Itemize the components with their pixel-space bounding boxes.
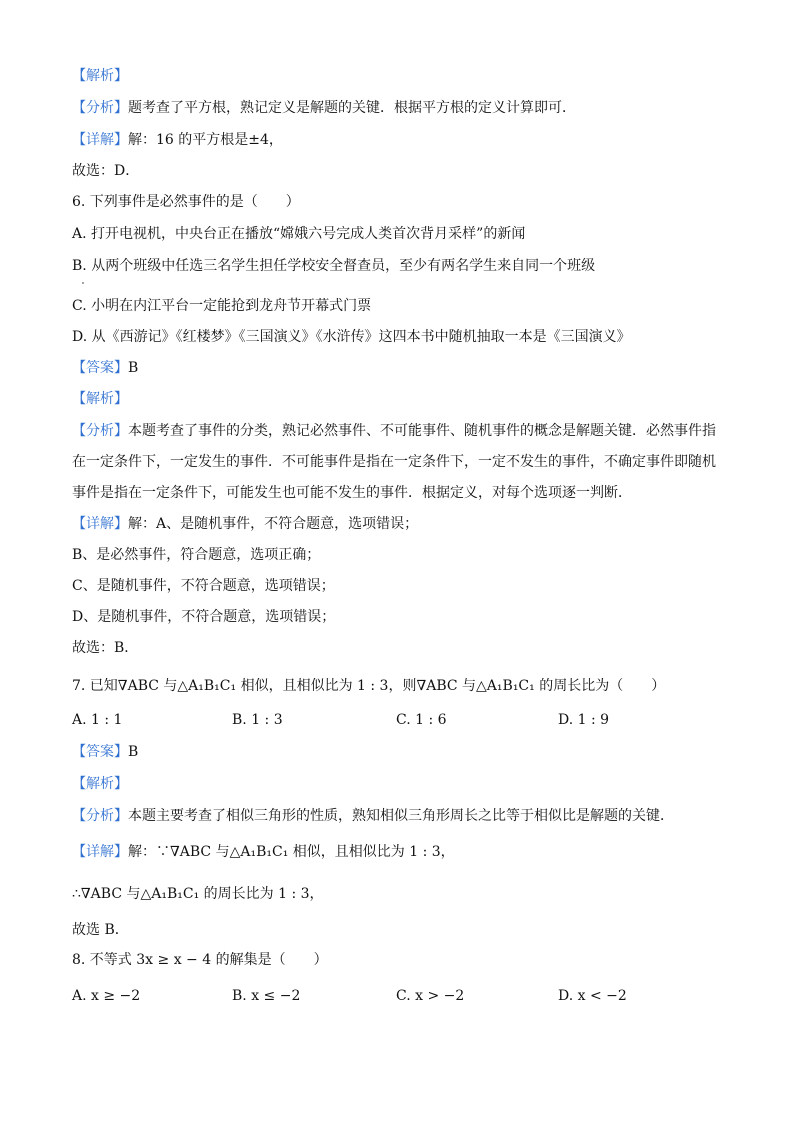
question-8-stem: 8. 不等式 3x ≥ x − 4 的解集是（ ）	[72, 952, 328, 968]
question-8-option-a: A. x ≥ −2	[72, 988, 141, 1004]
detail-line-b: B、是必然事件，符合题意，选项正确；	[72, 547, 321, 563]
answer-line: 【答案】B	[72, 360, 139, 376]
question-6-stem: 6. 下列事件是必然事件的是（ ）	[72, 194, 300, 210]
section-analysis-label: 【解析】	[72, 776, 128, 792]
question-7-option-d: D. 1 : 9	[558, 712, 610, 728]
stray-dot	[82, 282, 84, 284]
detail-line-c: C、是随机事件，不符合题意，选项错误；	[72, 578, 335, 594]
answer-line: 【答案】B	[72, 744, 139, 760]
question-6-option-d: D. 从《西游记》《红楼梦》《三国演义》《水浒传》这四本书中随机抽取一本是《三国演义》	[72, 329, 631, 345]
question-7-option-c: C. 1 : 6	[396, 712, 447, 728]
conclusion-line: ∴∇ABC 与△A₁B₁C₁ 的周长比为 1 : 3，	[72, 886, 324, 902]
detail-line-d: D、是随机事件，不符合题意，选项错误；	[72, 609, 336, 625]
detail-line: 【详解】解：A、是随机事件，不符合题意，选项错误；	[72, 516, 419, 532]
analysis-line-cont: 在一定条件下，一定发生的事件．不可能事件是指在一定条件下，一定不发生的事件，不确定事件即随机	[72, 454, 716, 470]
analysis-line: 【分析】本题主要考查了相似三角形的性质，熟知相似三角形周长之比等于相似比是解题的关键．	[72, 808, 674, 824]
section-analysis-label: 【解析】	[72, 68, 128, 84]
analysis-line-cont: 事件是指在一定条件下，可能发生也可能不发生的事件．根据定义，对每个选项逐一判断．	[72, 485, 632, 501]
question-6-option-a: A. 打开电视机，中央台正在播放“嫦娥六号完成人类首次背月采样”的新闻	[72, 226, 526, 242]
analysis-line: 【分析】题考查了平方根，熟记定义是解题的关键．根据平方根的定义计算即可．	[72, 100, 576, 116]
question-7-option-b: B. 1 : 3	[232, 712, 283, 728]
question-7-option-a: A. 1 : 1	[72, 712, 123, 728]
question-6-option-c: C. 小明在内江平台一定能抢到龙舟节开幕式门票	[72, 298, 372, 314]
question-8-option-c: C. x > −2	[396, 988, 465, 1004]
question-8-option-b: B. x ≤ −2	[232, 988, 301, 1004]
choice-line: 故选 B．	[72, 922, 129, 938]
choice-line: 故选：D．	[72, 163, 140, 179]
question-7-stem: 7. 已知∇ABC 与△A₁B₁C₁ 相似，且相似比为 1 : 3，则∇ABC 与△A₁B₁C₁ 的周长比为（ ）	[72, 678, 666, 694]
question-8-option-d: D. x < −2	[558, 988, 627, 1004]
analysis-line: 【分析】本题考查了事件的分类，熟记必然事件、不可能事件、随机事件的概念是解题关键．必然事件指	[72, 423, 716, 439]
choice-line: 故选：B．	[72, 640, 139, 656]
section-analysis-label: 【解析】	[72, 391, 128, 407]
detail-line: 【详解】解：∵∇ABC 与△A₁B₁C₁ 相似，且相似比为 1 : 3，	[72, 844, 455, 860]
question-6-option-b: B. 从两个班级中任选三名学生担任学校安全督查员，至少有两名学生来自同一个班级	[72, 258, 596, 274]
detail-line: 【详解】解：16 的平方根是±4，	[72, 132, 283, 148]
